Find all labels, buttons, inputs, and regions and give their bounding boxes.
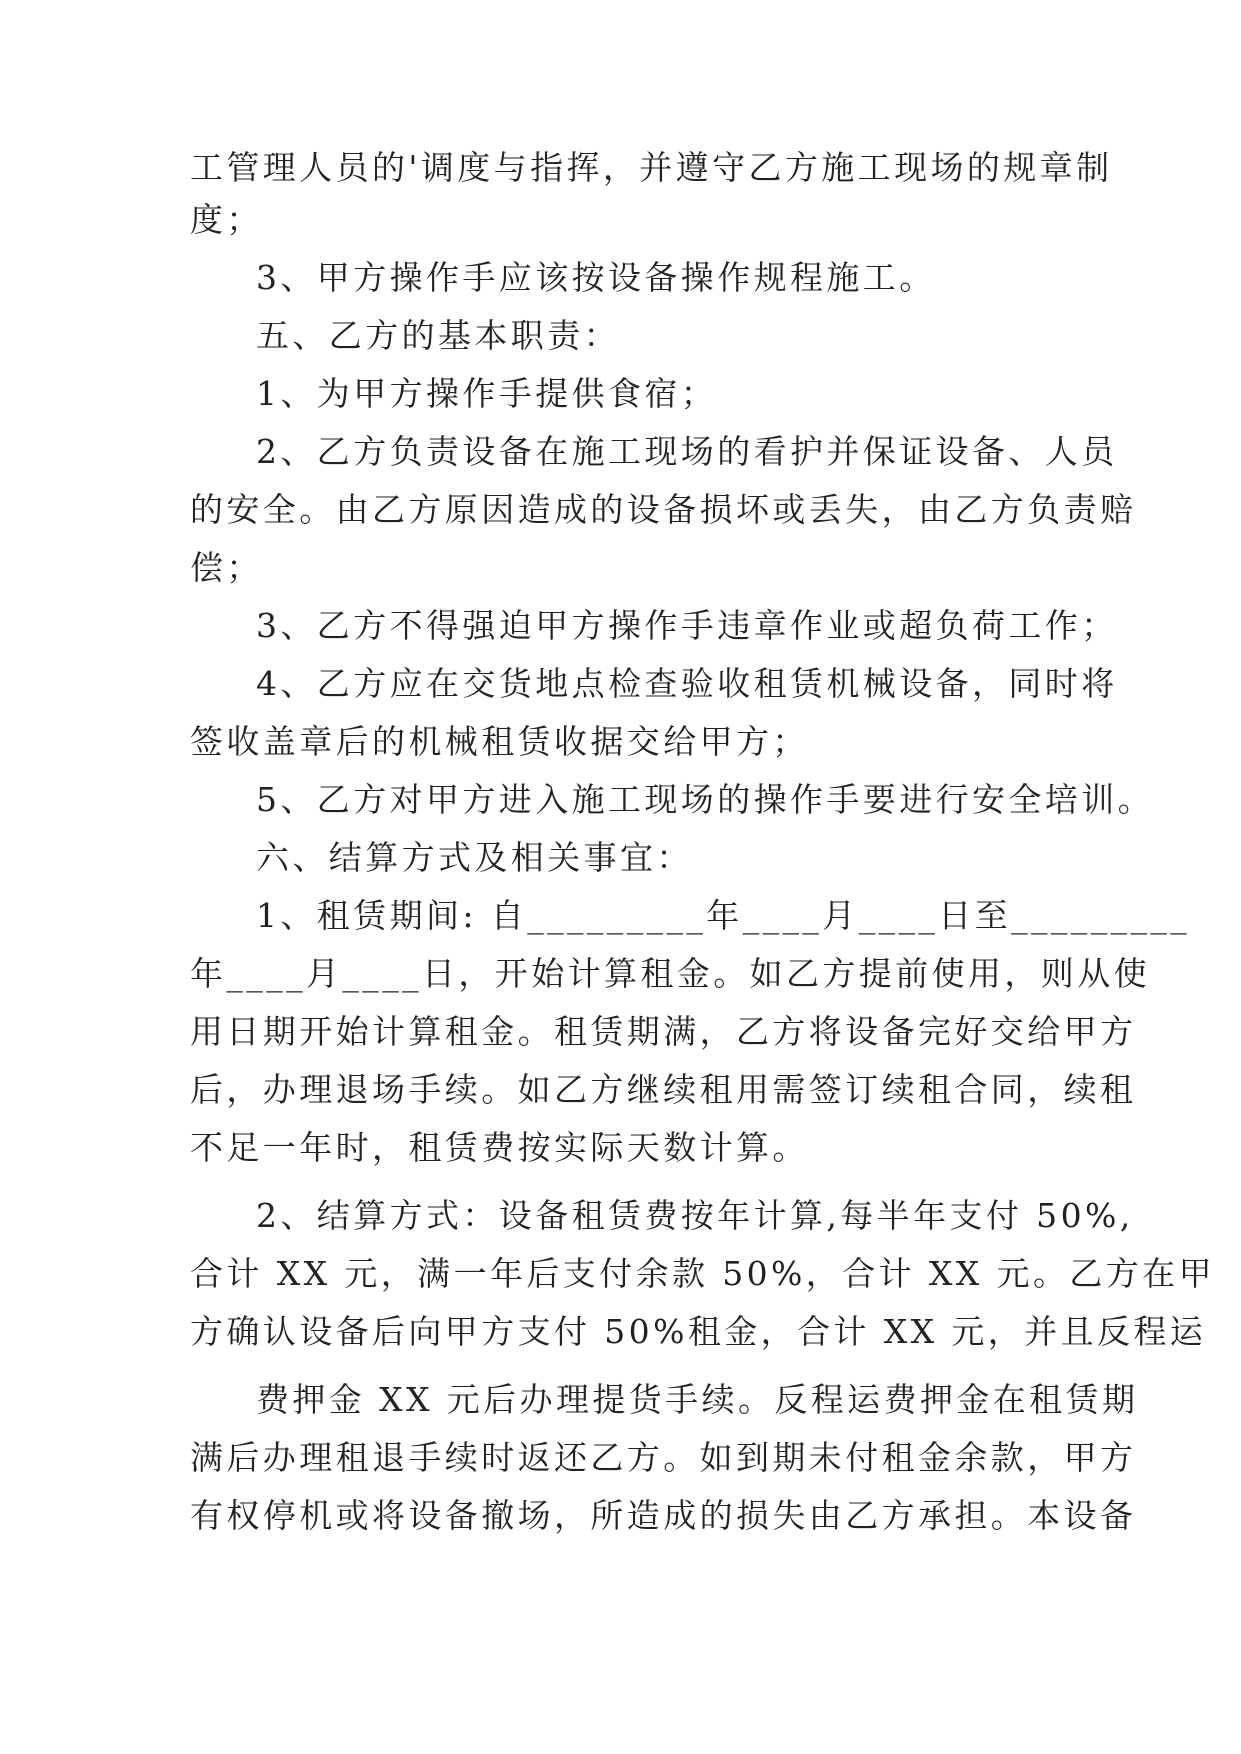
text-line: 的安全。由乙方原因造成的设备损坏或丢失，由乙方负责赔 [190,490,1137,529]
text-line: 5、乙方对甲方进入施工现场的操作手要进行安全培训。 [256,780,1154,819]
section-heading: 六、结算方式及相关事宜： [256,838,693,877]
text-line: 4、乙方应在交货地点检查验收租赁机械设备，同时将 [256,664,1118,703]
text-line: 不足一年时，租赁费按实际天数计算。 [190,1128,809,1167]
text-line: 1、为甲方操作手提供食宿； [256,374,718,413]
text-line: 签收盖章后的机械租赁收据交给甲方； [190,722,809,761]
text-line: 有权停机或将设备撤场，所造成的损失由乙方承担。本设备 [190,1496,1137,1535]
section-heading: 五、乙方的基本职责： [256,316,620,355]
text-line: 度； [190,200,263,239]
text-line: 年____月____日，开始计算租金。如乙方提前使用，则从使 [190,954,1150,993]
text-line: 方确认设备后向甲方支付 50%租金，合计 XX 元，并且反程运 [190,1312,1207,1351]
text-line: 3、乙方不得强迫甲方操作手违章作业或超负荷工作； [256,606,1118,645]
text-line: 1、租赁期间: 自_________年____月____日至_________ [256,896,1191,935]
text-line: 2、乙方负责设备在施工现场的看护并保证设备、人员 [256,432,1118,471]
text-line: 满后办理租退手续时返还乙方。如到期未付租金余款，甲方 [190,1438,1137,1477]
text-line: 3、甲方操作手应该按设备操作规程施工。 [256,258,936,297]
text-line: 工管理人员的'调度与指挥，并遵守乙方施工现场的规章制 [190,148,1113,187]
text-line: 偿； [190,548,263,587]
text-line: 用日期开始计算租金。租赁期满，乙方将设备完好交给甲方 [190,1012,1137,1051]
text-line: 2、结算方式：设备租赁费按年计算,每半年支付 50%, [256,1196,1134,1235]
text-line: 后，办理退场手续。如乙方继续租用需签订续租合同，续租 [190,1070,1137,1109]
text-line: 费押金 XX 元后办理提货手续。反程运费押金在租赁期 [256,1380,1139,1419]
text-line: 合计 XX 元，满一年后支付余款 50%，合计 XX 元。乙方在甲 [190,1254,1215,1293]
